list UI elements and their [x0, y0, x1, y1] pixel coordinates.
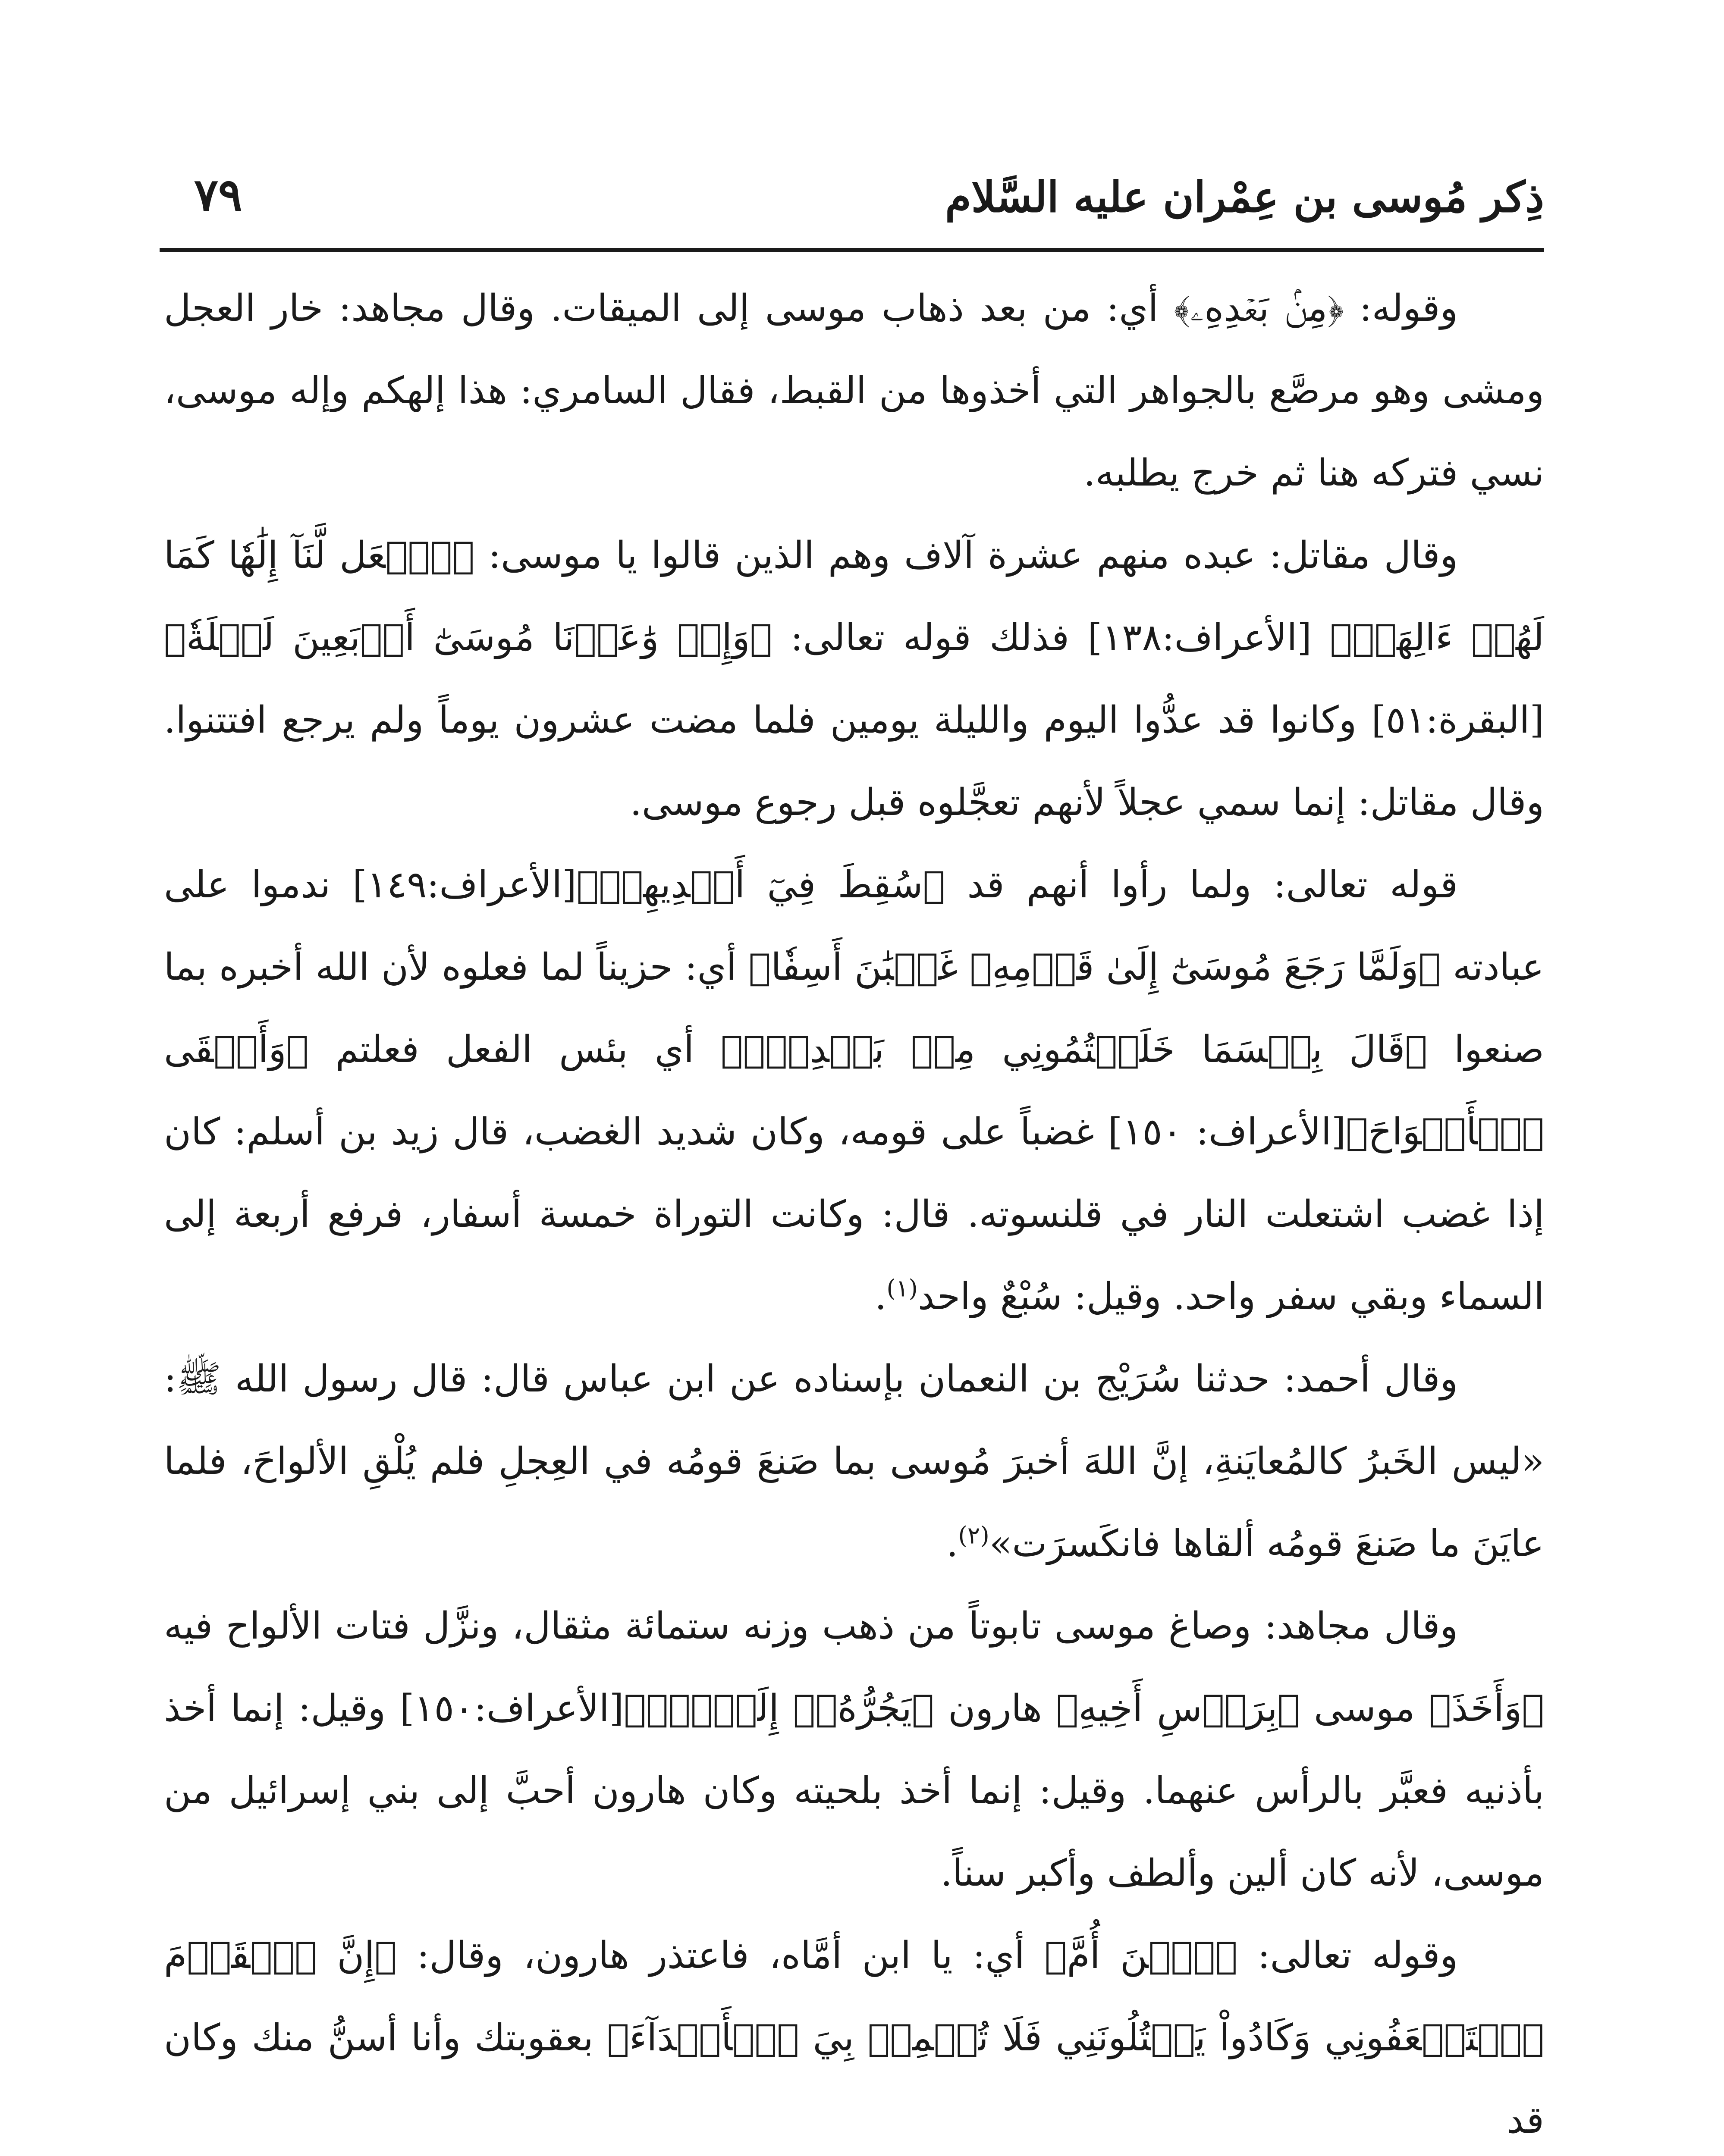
running-header — [160, 160, 1544, 237]
footnote-marker: (١) — [886, 1274, 918, 1302]
paragraph: وقال أحمد: حدثنا سُرَيْج بن النعمان بإسناده عن ابن عباس قال: قال رسول الله ﷺ: «ليس الخَبرُ كالمُعايَنةِ، إنَّ اللهَ أخبرَ مُوسى بما صَنعَ قومُه في العِجلِ فلم يُلْقِ الألواحَ، فلما عايَنَ ما صَنعَ قومُه ألقاها فانكَسرَت»$^{(٢)}$. — [164, 1357, 1544, 1565]
paragraph — [164, 1915, 1544, 2156]
paragraph-text: قوله تعالى: ولما رأوا أنهم قد ﴿سُقِطَ فِيٓ أَيۡدِيهِمۡ﴾[الأعراف:١٤٩] ندموا على عبادته ﴿وَلَمَّا رَجَعَ مُوسَىٰٓ إِلَىٰ قَوۡمِهِۦ غَضۡبَٰنَ أَسِفٗا﴾ أي: حزيناً لما فعلوه لأن الله أخبره بما صنعوا ﴿قَالَ بِئۡسَمَا خَلَفۡتُمُونِي مِنۢ بَعۡدِيٓۖ﴾ أي بئس الفعل فعلتم ﴿وَأَلۡقَى ٱلۡأَلۡوَاحَ﴾[الأعراف: ١٥٠] غضباً على قومه، وكان شديد الغضب، قال زيد بن أسلم: كان إذا غضب اشتعلت النار في قلنسوته. قال: وكانت التوراة خمسة أسفار، فرفع أربعة إلى السماء وبقي سفر واحد. وقيل: سُبْعٌ واحد — [164, 863, 1544, 1318]
paragraph-text: وقال أحمد: حدثنا سُرَيْج بن النعمان بإسناده عن ابن عباس قال: قال رسول الله ﷺ: «ليس الخَبرُ كالمُعايَنةِ، إنَّ اللهَ أخبرَ مُوسى بما صَنعَ قومُه في العِجلِ فلم يُلْقِ الألواحَ، فلما عايَنَ ما صَنعَ قومُه ألقاها فانكَسرَت» — [164, 1357, 1544, 1565]
paragraph — [164, 514, 1544, 844]
page-number: ٧٩ — [194, 168, 242, 221]
paragraph — [164, 267, 1544, 514]
paragraph: قوله تعالى: ولما رأوا أنهم قد ﴿سُقِطَ فِيٓ أَيۡدِيهِمۡ﴾[الأعراف:١٤٩] ندموا على عبادته ﴿وَلَمَّا رَجَعَ مُوسَىٰٓ إِلَىٰ قَوۡمِهِۦ غَضۡبَٰنَ أَسِفٗا﴾ أي: حزيناً لما فعلوه لأن الله أخبره بما صنعوا ﴿قَالَ بِئۡسَمَا خَلَفۡتُمُونِي مِنۢ بَعۡدِيٓۖ﴾ أي بئس الفعل فعلتم ﴿وَأَلۡقَى ٱلۡأَلۡوَاحَ﴾[الأعراف: ١٥٠] غضباً على قومه، وكان شديد الغضب، قال زيد بن أسلم: كان إذا غضب اشتعلت النار في قلنسوته. قال: وكانت التوراة خمسة أسفار، فرفع أربعة إلى السماء وبقي سفر واحد. وقيل: سُبْعٌ واحد$^{(١)}$. — [164, 863, 1544, 1318]
paragraph — [164, 1585, 1544, 1915]
paragraph-text: وقوله: ﴿مِنۢ بَعۡدِهِۦ﴾ أي: من بعد ذهاب موسى إلى الميقات. وقال مجاهد: خار العجل ومشى وهو مرصَّع بالجواهر التي أخذوها من القبط، فقال السامري: هذا إلهكم وإله موسى، نسي فتركه هنا ثم خرج يطلبه. — [164, 287, 1544, 495]
main-text — [164, 267, 1544, 2156]
footnote-marker: (٢) — [958, 1521, 989, 1549]
header-divider — [160, 248, 1544, 252]
paragraph-text: وقوله تعالى: ﴿ٱبۡنَ أُمَّ﴾ أي: يا ابن أمَّاه، فاعتذر هارون، وقال: ﴿إِنَّ ٱلۡقَوۡمَ ٱسۡتَضۡعَفُونِي وَكَادُواْ يَقۡتُلُونَنِي فَلَا تُشۡمِتۡ بِيَ ٱلۡأَعۡدَآءَ﴾ بعقوبتك وأنا أسنُّ منك وكان قد — [164, 1934, 1544, 2142]
chapter-title: ذِكر مُوسى بن عِمْران عليه السَّلام — [945, 172, 1544, 222]
paragraph-text: وقال مقاتل: عبده منهم عشرة آلاف وهم الذين قالوا يا موسى: ﴿ٱجۡعَل لَّنَآ إِلَٰهٗا كَمَا لَهُمۡ ءَالِهَةٞ﴾ [الأعراف:١٣٨] فذلك قوله تعالى: ﴿وَإِذۡ وَٰعَدۡنَا مُوسَىٰٓ أَرۡبَعِينَ لَيۡلَةٗ﴾ [البقرة:٥١] وكانوا قد عدُّوا اليوم والليلة يومين فلما مضت عشرون يوماً ولم يرجع افتتنوا. وقال مقاتل: إنما سمي عجلاً لأنهم تعجَّلوه قبل رجوع موسى. — [164, 534, 1544, 824]
paragraph-text: وقال مجاهد: وصاغ موسى تابوتاً من ذهب وزنه ستمائة مثقال، ونزَّل فتات الألواح فيه ﴿وَأَخَذَ﴾ موسى ﴿بِرَأۡسِ أَخِيهِ﴾ هارون ﴿يَجُرُّهُۥٓ إِلَيۡهِۚ﴾[الأعراف:١٥٠] وقيل: إنما أخذ بأذنيه فعبَّر بالرأس عنهما. وقيل: إنما أخذ بلحيته وكان هارون أحبَّ إلى بني إسرائيل من موسى، لأنه كان ألين وألطف وأكبر سناً. — [164, 1604, 1544, 1895]
